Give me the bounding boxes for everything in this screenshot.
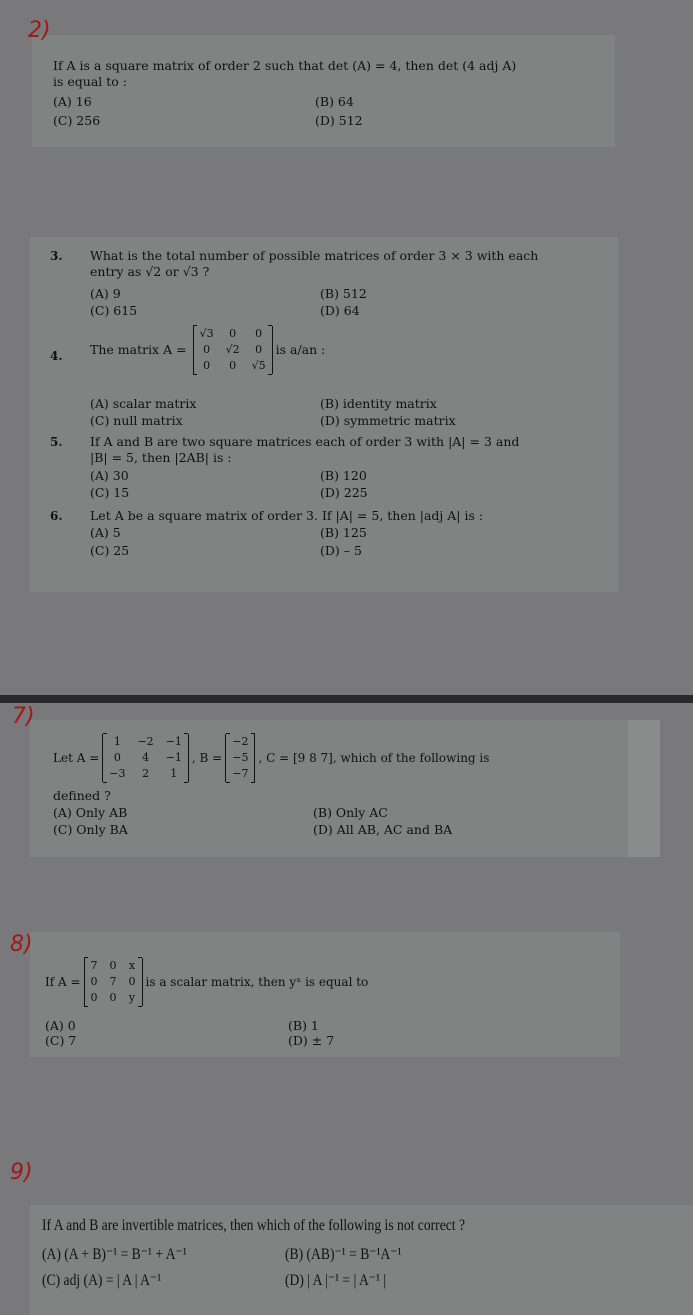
question-text-line: entry as √2 or √3 ? [90, 264, 210, 279]
question-text: is a/an : [275, 342, 326, 357]
matrix-cell: 0 [203, 343, 211, 356]
question-text: Let A = [53, 751, 100, 765]
question-9-mark: 9) [10, 1160, 33, 1185]
question-text: , B = [191, 751, 223, 765]
matrix-cell: √3 [199, 327, 214, 340]
matrix-cell: 0 [109, 959, 117, 972]
question-7-text-line2: defined ? [53, 788, 111, 803]
option-b[interactable]: (B) 125 [320, 525, 367, 540]
option-d[interactable]: (D) 225 [320, 485, 368, 500]
option-b[interactable]: (B) 120 [320, 468, 367, 483]
option-c[interactable]: (C) null matrix [90, 413, 183, 428]
question-9-text: If A and B are invertible matrices, then which of the following is not correct ? [42, 1217, 465, 1234]
matrix-cell: −7 [232, 767, 249, 780]
matrix-cell: 0 [90, 991, 98, 1004]
matrix-cell: −1 [165, 735, 182, 748]
question-text-line: |B| = 5, then |2AB| is : [90, 450, 232, 465]
option-a[interactable]: (A) scalar matrix [90, 396, 197, 411]
matrix-cell: √2 [225, 343, 240, 356]
matrix-cell: √5 [251, 359, 266, 372]
matrix-a [102, 734, 189, 782]
option-a[interactable]: (A) (A + B)⁻¹ = B⁻¹ + A⁻¹ [42, 1246, 187, 1263]
question-text-line: is equal to : [53, 74, 127, 89]
question-text: , C = [9 8 7], which of the following is [258, 751, 490, 765]
question-text-line: If A and B are two square matrices each of order 3 with |A| = 3 and [90, 434, 520, 449]
question-8-mark: 8) [10, 932, 33, 957]
option-d[interactable]: (D) symmetric matrix [320, 413, 456, 428]
matrix-cell: x [128, 959, 136, 972]
matrix-cell: 0 [203, 359, 211, 372]
option-c[interactable]: (C) Only BA [53, 822, 128, 837]
option-b[interactable]: (B) 1 [288, 1018, 319, 1033]
option-b[interactable]: (B) 64 [315, 94, 354, 109]
matrix-cell: 0 [109, 991, 117, 1004]
option-a[interactable]: (A) 30 [90, 468, 129, 483]
matrix-a [193, 326, 273, 374]
question-2-panel [32, 35, 615, 147]
option-d[interactable]: (D) 64 [320, 303, 360, 318]
option-a[interactable]: (A) 9 [90, 286, 121, 301]
question-5-text [90, 434, 519, 466]
matrix-b [225, 734, 255, 782]
option-a[interactable]: (A) 16 [53, 94, 92, 109]
question-text: is a scalar matrix, then yˣ is equal to [145, 975, 369, 989]
matrix-cell: 0 [90, 975, 98, 988]
option-b[interactable]: (B) Only AC [313, 805, 388, 820]
question-3-number: 3. [50, 249, 63, 263]
question-2-mark: 2) [28, 18, 51, 43]
question-4-text [90, 326, 325, 374]
matrix-cell: 2 [142, 767, 150, 780]
option-a[interactable]: (A) Only AB [53, 805, 128, 820]
matrix-cell: 0 [128, 975, 136, 988]
matrix-cell: 7 [90, 959, 98, 972]
matrix-cell: 0 [255, 327, 263, 340]
side-strip [628, 720, 660, 857]
question-3-text [90, 248, 538, 280]
matrix-cell: −2 [137, 735, 154, 748]
matrix-cell: 1 [170, 767, 178, 780]
question-text: The matrix A = [90, 342, 187, 357]
option-b[interactable]: (B) identity matrix [320, 396, 437, 411]
option-d[interactable]: (D) ± 7 [288, 1033, 335, 1048]
option-b[interactable]: (B) 512 [320, 286, 367, 301]
option-c[interactable]: (C) 25 [90, 543, 130, 558]
option-d[interactable]: (D) All AB, AC and BA [313, 822, 453, 837]
option-b[interactable]: (B) (AB)⁻¹ = B⁻¹A⁻¹ [285, 1246, 402, 1263]
question-2-text [53, 58, 613, 90]
divider-bar [0, 695, 693, 703]
matrix-cell: −1 [165, 751, 182, 764]
question-text: If A = [45, 975, 81, 989]
matrix-cell: 0 [255, 343, 263, 356]
question-7-text [53, 734, 489, 782]
question-5-number: 5. [50, 435, 63, 449]
matrix-cell: −5 [232, 751, 249, 764]
option-c[interactable]: (C) adj (A) = | A | A⁻¹ [42, 1272, 162, 1289]
option-c[interactable]: (C) 256 [53, 113, 101, 128]
option-d[interactable]: (D) | A |⁻¹ = | A⁻¹ | [285, 1272, 387, 1289]
option-c[interactable]: (C) 7 [45, 1033, 77, 1048]
matrix-cell: 7 [109, 975, 117, 988]
question-8-text [45, 958, 368, 1006]
option-a[interactable]: (A) 5 [90, 525, 121, 540]
matrix-cell: 0 [113, 751, 121, 764]
matrix-cell: 0 [229, 359, 237, 372]
matrix-a [84, 958, 143, 1006]
question-6-number: 6. [50, 509, 63, 523]
matrix-cell: y [128, 991, 136, 1004]
question-text-line: What is the total number of possible matrices of order 3 × 3 with each [90, 248, 539, 263]
matrix-cell: −3 [109, 767, 126, 780]
question-6-text: Let A be a square matrix of order 3. If |A| = 5, then |adj A| is : [90, 508, 484, 523]
matrix-cell: 0 [229, 327, 237, 340]
question-text-line: If A is a square matrix of order 2 such that det (A) = 4, then det (4 adj A) [53, 58, 517, 73]
option-c[interactable]: (C) 15 [90, 485, 130, 500]
option-c[interactable]: (C) 615 [90, 303, 138, 318]
question-4-number: 4. [50, 349, 63, 363]
option-a[interactable]: (A) 0 [45, 1018, 76, 1033]
option-d[interactable]: (D) – 5 [320, 543, 362, 558]
matrix-cell: 1 [113, 735, 121, 748]
matrix-cell: −2 [232, 735, 249, 748]
option-d[interactable]: (D) 512 [315, 113, 363, 128]
matrix-cell: 4 [142, 751, 150, 764]
question-7-mark: 7) [12, 704, 35, 729]
